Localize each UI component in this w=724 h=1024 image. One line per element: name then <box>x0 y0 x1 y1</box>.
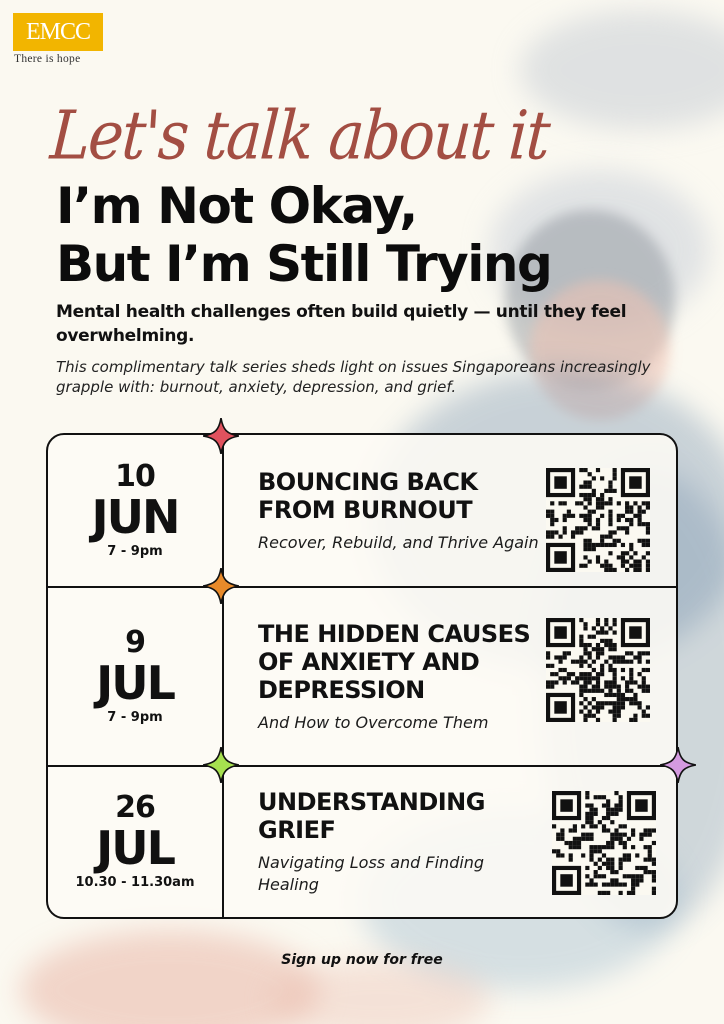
sessions-card <box>46 433 678 919</box>
session-subtitle: Navigating Loss and Finding Healing <box>258 853 485 894</box>
headline-line-2: But I’m Still Trying <box>56 235 552 293</box>
subhead: Mental health challenges often build quietly — until they feel overwhelming. <box>56 302 627 346</box>
session-month: JUL <box>96 655 174 710</box>
session-row <box>48 586 676 765</box>
sparkle-icon <box>660 747 696 783</box>
headline <box>56 177 696 293</box>
session-day: 26 <box>115 790 155 825</box>
session-date <box>48 767 222 917</box>
sparkle-icon <box>203 418 239 454</box>
headline-line-1: I’m Not Okay, <box>56 177 417 235</box>
session-info <box>258 767 548 917</box>
session-time: 7 - 9pm <box>107 543 163 559</box>
script-heading: Let's talk about it <box>48 96 551 176</box>
intro-text: This complimentary talk series sheds light on issues Singaporeans increasingly grapple with: burnout, anxiety, depression, and grief. <box>56 358 651 396</box>
sparkle-icon <box>203 747 239 783</box>
divider <box>222 767 224 917</box>
session-row <box>48 765 676 917</box>
session-date <box>48 588 222 765</box>
divider <box>222 435 224 586</box>
session-row <box>48 435 676 586</box>
signup-cta[interactable]: Sign up now for free <box>281 952 443 968</box>
logo-mark: EMCC <box>13 13 103 51</box>
logo-tagline: There is hope <box>14 53 81 65</box>
session-day: 9 <box>125 624 145 660</box>
session-title: BOUNCING BACK FROM BURNOUT <box>258 467 478 524</box>
session-title: THE HIDDEN CAUSES OF ANXIETY AND DEPRESSION <box>258 619 531 704</box>
session-info <box>258 435 548 586</box>
session-month: JUN <box>91 489 179 544</box>
session-date <box>48 435 222 586</box>
session-month: JUL <box>96 821 174 875</box>
qr-code-icon[interactable] <box>546 618 650 722</box>
sparkle-icon <box>203 568 239 604</box>
session-subtitle: Recover, Rebuild, and Thrive Again <box>258 532 539 552</box>
session-subtitle: And How to Overcome Them <box>258 712 489 732</box>
session-info <box>258 588 548 765</box>
divider <box>222 588 224 765</box>
logo <box>13 13 103 65</box>
qr-code-icon[interactable] <box>546 468 650 572</box>
session-time: 10.30 - 11.30am <box>75 875 195 890</box>
session-time: 7 - 9pm <box>107 709 163 725</box>
session-day: 10 <box>115 458 155 494</box>
session-title: UNDERSTANDING GRIEF <box>258 788 485 844</box>
qr-code-icon[interactable] <box>552 791 656 895</box>
